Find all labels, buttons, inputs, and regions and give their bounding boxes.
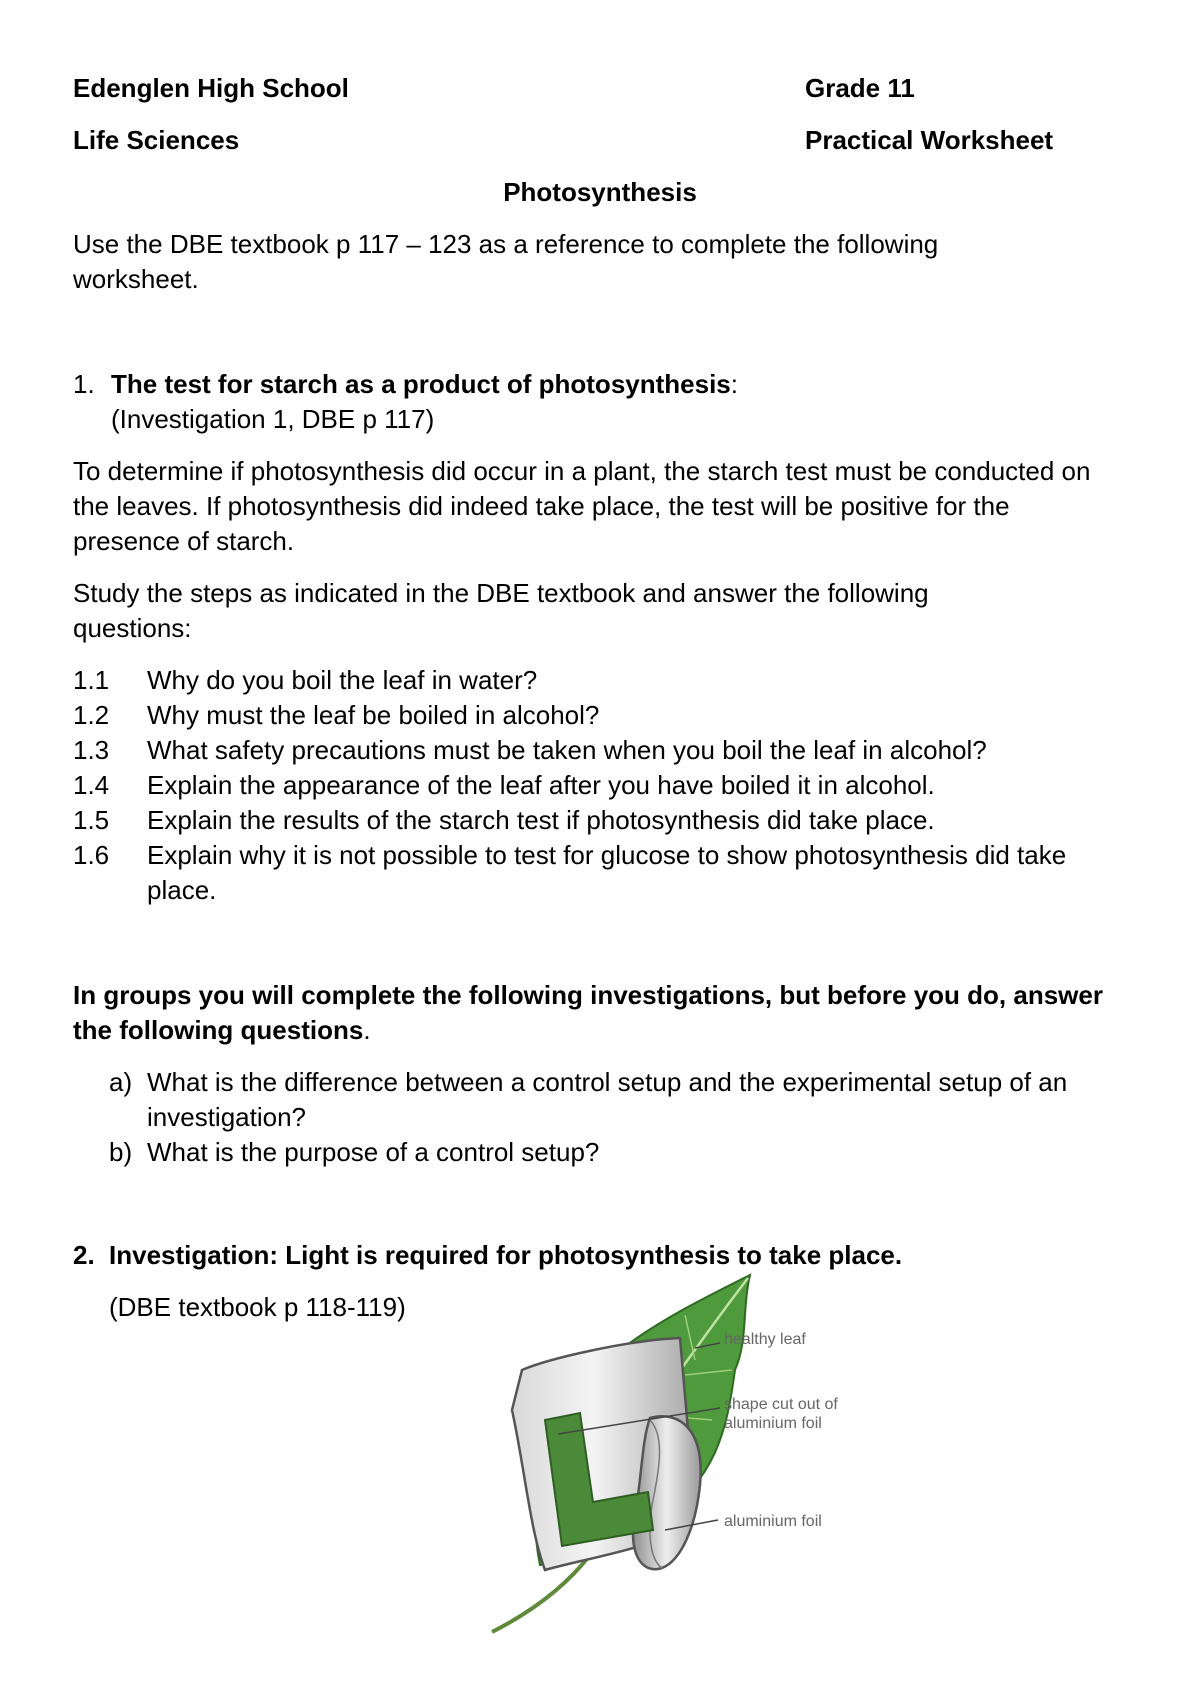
item-text: What is the purpose of a control setup? bbox=[147, 1137, 600, 1167]
section2-heading: Investigation: Light is required for photosynthesis to take place. bbox=[109, 1240, 903, 1270]
question-text: Explain the appearance of the leaf after you have boiled it in alcohol. bbox=[147, 770, 935, 800]
question-number: 1.5 bbox=[73, 805, 110, 835]
question-text: Why do you boil the leaf in water? bbox=[147, 665, 538, 695]
question-number: 1.6 bbox=[73, 840, 110, 870]
document-type: Practical Worksheet bbox=[805, 125, 1054, 155]
label-shape-cut-out-line2: aluminium foil bbox=[724, 1415, 822, 1432]
section1-heading: The test for starch as a product of photosynthesis bbox=[111, 369, 731, 399]
label-aluminium-foil: aluminium foil bbox=[724, 1513, 822, 1530]
groups-heading-period: . bbox=[363, 1015, 371, 1045]
section2-reference: (DBE textbook p 118-119) bbox=[109, 1292, 406, 1322]
subject-label: Life Sciences bbox=[73, 125, 240, 155]
section2-number: 2. bbox=[73, 1240, 95, 1270]
label-shape-cut-out: shape cut out of bbox=[724, 1396, 838, 1413]
section1-heading-line bbox=[111, 367, 738, 402]
question-text: Explain why it is not possible to test for glucose to show photosynthesis did take place. bbox=[147, 840, 1067, 905]
item-text: What is the difference between a control setup and the experimental setup of an investigation? bbox=[147, 1067, 1068, 1132]
question-text: Explain the results of the starch test if photosynthesis did take place. bbox=[147, 805, 935, 835]
intro-text: Use the DBE textbook p 117 – 123 as a reference to complete the following worksheet. bbox=[73, 229, 939, 294]
groups-heading: In groups you will complete the following investigations, but before you do, answer the following questions bbox=[73, 980, 1103, 1045]
question-number: 1.3 bbox=[73, 735, 110, 765]
item-letter: b) bbox=[109, 1137, 133, 1167]
grade-label: Grade 11 bbox=[805, 73, 915, 103]
question-text: Why must the leaf be boiled in alcohol? bbox=[147, 700, 600, 730]
label-healthy-leaf: healthy leaf bbox=[724, 1331, 806, 1348]
question-number: 1.2 bbox=[73, 700, 110, 730]
page-title: Photosynthesis bbox=[503, 177, 697, 207]
school-name: Edenglen High School bbox=[73, 73, 349, 103]
item-letter: a) bbox=[109, 1067, 133, 1097]
section1-paragraph-2: Study the steps as indicated in the DBE textbook and answer the following questions: bbox=[73, 578, 929, 643]
leaf-foil-diagram bbox=[450, 1270, 950, 1650]
section1-reference: (Investigation 1, DBE p 117) bbox=[111, 404, 435, 434]
groups-heading-block bbox=[73, 978, 1133, 1048]
question-text: What safety precautions must be taken when you boil the leaf in alcohol? bbox=[147, 735, 987, 765]
question-number: 1.1 bbox=[73, 665, 110, 695]
section1-heading-colon: : bbox=[730, 369, 738, 399]
question-number: 1.4 bbox=[73, 770, 110, 800]
section1-number: 1. bbox=[73, 369, 95, 399]
leaf-stem bbox=[492, 1555, 590, 1632]
section1-paragraph-1: To determine if photosynthesis did occur in a plant, the starch test must be conducted on the leaves. If photosynthesis did indeed take place, the test will be positive for the presence of starch. bbox=[73, 456, 1091, 556]
